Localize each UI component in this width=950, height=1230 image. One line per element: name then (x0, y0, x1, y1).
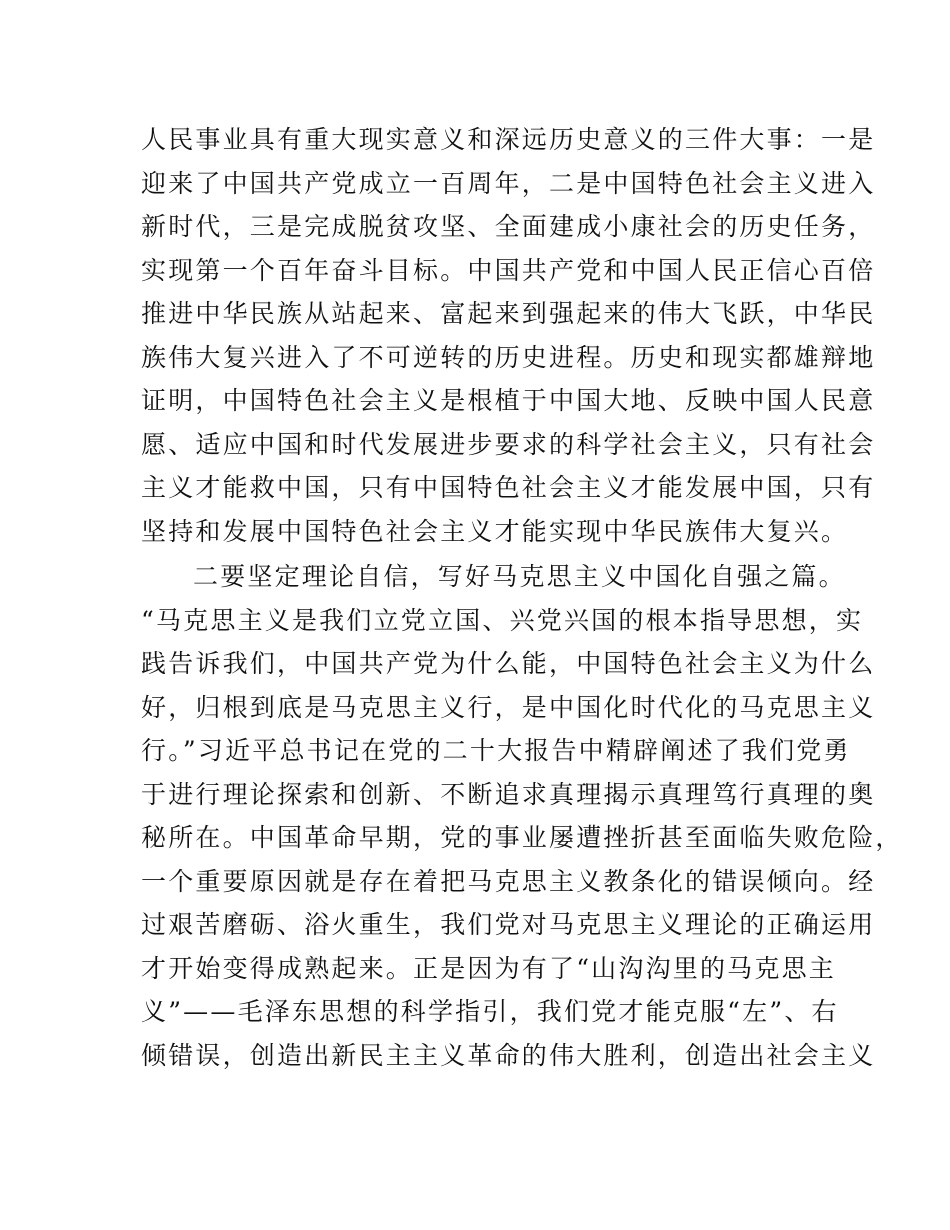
text-line: 秘所在。中国革命早期，党的事业屡遭挫折甚至面临失败危险， (141, 823, 903, 852)
text-line: 新时代，三是完成脱贫攻坚、全面建成小康社会的历史任务， (141, 212, 876, 241)
document-body (141, 118, 903, 1077)
text-line: 人民事业具有重大现实意义和深远历史意义的三件大事：一是 (141, 125, 876, 154)
text-line: 主义才能救中国，只有中国特色社会主义才能发展中国，只有 (141, 473, 876, 502)
text-line: 一个重要原因就是存在着把马克思主义教条化的错误倾向。经 (141, 866, 876, 896)
text-line: 践告诉我们，中国共产党为什么能，中国特色社会主义为什么 (141, 649, 876, 678)
text-line: 过艰苦磨砺、浴火重生，我们党对马克思主义理论的正确运用 (141, 910, 876, 939)
text-line: 实现第一个百年奋斗目标。中国共产党和中国人民正信心百倍 (141, 255, 876, 285)
paragraph-1 (141, 118, 876, 553)
text-line: 义”——毛泽东思想的科学指引，我们党才能克服“左”、右 (141, 997, 839, 1026)
text-line: 行。”习近平总书记在党的二十大报告中精辟阐述了我们党勇 (141, 736, 851, 765)
text-line: 才开始变得成熟起来。正是因为有了“山沟沟里的马克思主 (141, 953, 836, 983)
paragraph-2 (141, 555, 903, 1077)
text-line-indented: 二要坚定理论自信，写好马克思主义中国化自强之篇。 (193, 562, 846, 591)
text-line: 倾错误，创造出新民主主义革命的伟大胜利，创造出社会主义 (141, 1040, 876, 1070)
text-line: 好，归根到底是马克思主义行，是中国化时代化的马克思主义 (141, 692, 876, 722)
text-line: 迎来了中国共产党成立一百周年，二是中国特色社会主义进入 (141, 168, 876, 198)
text-line: 愿、适应中国和时代发展进步要求的科学社会主义，只有社会 (141, 429, 876, 459)
text-line: 推进中华民族从站起来、富起来到强起来的伟大飞跃，中华民 (141, 299, 876, 328)
text-line: “马克思主义是我们立党立国、兴党兴国的根本指导思想，实 (141, 605, 864, 635)
text-line: 坚持和发展中国特色社会主义才能实现中华民族伟大复兴。 (141, 516, 849, 546)
text-line: 族伟大复兴进入了不可逆转的历史进程。历史和现实都雄辩地 (141, 342, 876, 372)
text-line: 于进行理论探索和创新、不断追求真理揭示真理笃行真理的奥 (141, 779, 876, 809)
text-line: 证明，中国特色社会主义是根植于中国大地、反映中国人民意 (141, 386, 876, 415)
